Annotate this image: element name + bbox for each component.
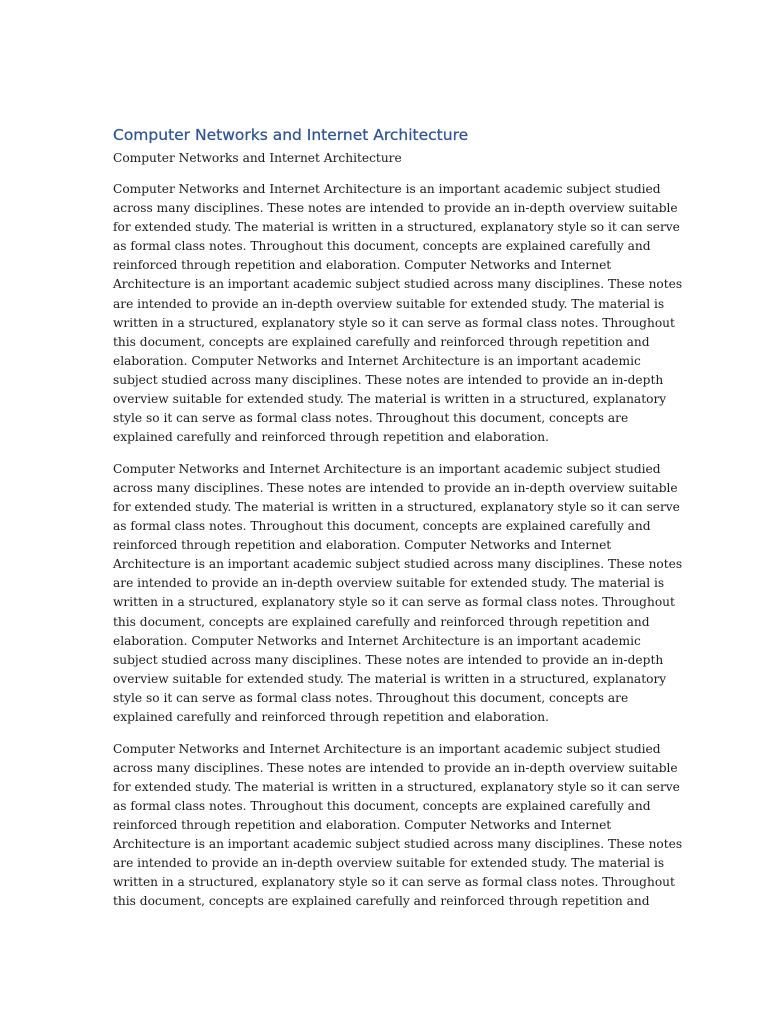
text-line: as formal class notes. Throughout this document, concepts are explained carefully and (113, 519, 651, 534)
text-line: are intended to provide an in-depth overview suitable for extended study. The material is (113, 856, 665, 871)
text-line: this document, concepts are explained carefully and reinforced through repetition and (113, 614, 650, 629)
text-line: written in a structured, explanatory style so it can serve as formal class notes. Throughout (113, 595, 675, 610)
text-line: are intended to provide an in-depth overview suitable for extended study. The material is (113, 576, 665, 591)
text-line: style so it can serve as formal class notes. Throughout this document, concepts are (113, 411, 629, 426)
text-line: explained carefully and reinforced through repetition and elaboration. (113, 430, 549, 445)
body-paragraph-1 (113, 180, 683, 447)
text-line: across many disciplines. These notes are intended to provide an in-depth overview suitable (113, 480, 678, 495)
text-line: reinforced through repetition and elaboration. Computer Networks and Internet (113, 258, 612, 273)
text-line: explained carefully and reinforced through repetition and elaboration. (113, 710, 549, 725)
text-line: Architecture is an important academic subject studied across many disciplines. These notes (113, 277, 683, 292)
text-line: across many disciplines. These notes are intended to provide an in-depth overview suitable (113, 760, 678, 775)
text-line: for extended study. The material is written in a structured, explanatory style so it can serve (113, 500, 680, 514)
text-line: subject studied across many disciplines. These notes are intended to provide an in-depth (113, 652, 664, 667)
text-line: Computer Networks and Internet Architecture is an important academic subject studied (113, 741, 661, 756)
text-line: overview suitable for extended study. The material is written in a structured, explanatory (113, 671, 667, 686)
text-line: style so it can serve as formal class notes. Throughout this document, concepts are (113, 690, 629, 705)
text-line: this document, concepts are explained carefully and reinforced through repetition and (113, 894, 650, 909)
text-line: written in a structured, explanatory style so it can serve as formal class notes. Throughout (113, 315, 675, 330)
text-line: Computer Networks and Internet Architecture is an important academic subject studied (113, 182, 661, 196)
text-line: elaboration. Computer Networks and Internet Architecture is an important academic (113, 353, 641, 368)
text-line: Architecture is an important academic subject studied across many disciplines. These notes (113, 557, 683, 572)
text-line: as formal class notes. Throughout this document, concepts are explained carefully and (113, 239, 651, 254)
text-line: reinforced through repetition and elaboration. Computer Networks and Internet (113, 538, 612, 553)
document-subtitle: Computer Networks and Internet Architecture (113, 151, 402, 165)
text-line: for extended study. The material is written in a structured, explanatory style so it can serve (113, 220, 680, 235)
text-line: Computer Networks and Internet Architecture is an important academic subject studied (113, 461, 661, 476)
text-line: across many disciplines. These notes are intended to provide an in-depth overview suitable (113, 201, 678, 216)
text-line: Architecture is an important academic subject studied across many disciplines. These notes (113, 837, 683, 852)
body-paragraph-3 (113, 740, 683, 912)
text-line: overview suitable for extended study. The material is written in a structured, explanatory (113, 392, 667, 407)
body-paragraph-2 (113, 460, 683, 727)
text-line: this document, concepts are explained carefully and reinforced through repetition and (113, 334, 650, 349)
text-line: reinforced through repetition and elaboration. Computer Networks and Internet (113, 818, 612, 832)
document-title: Computer Networks and Internet Architecture (113, 126, 469, 144)
text-line: subject studied across many disciplines. These notes are intended to provide an in-depth (113, 372, 664, 387)
document-content (113, 124, 683, 911)
text-line: are intended to provide an in-depth overview suitable for extended study. The material is (113, 296, 665, 311)
text-line: written in a structured, explanatory style so it can serve as formal class notes. Throughout (113, 875, 675, 890)
text-line: for extended study. The material is written in a structured, explanatory style so it can serve (113, 779, 680, 794)
text-line: as formal class notes. Throughout this document, concepts are explained carefully and (113, 798, 651, 813)
text-line: elaboration. Computer Networks and Internet Architecture is an important academic (113, 633, 641, 648)
